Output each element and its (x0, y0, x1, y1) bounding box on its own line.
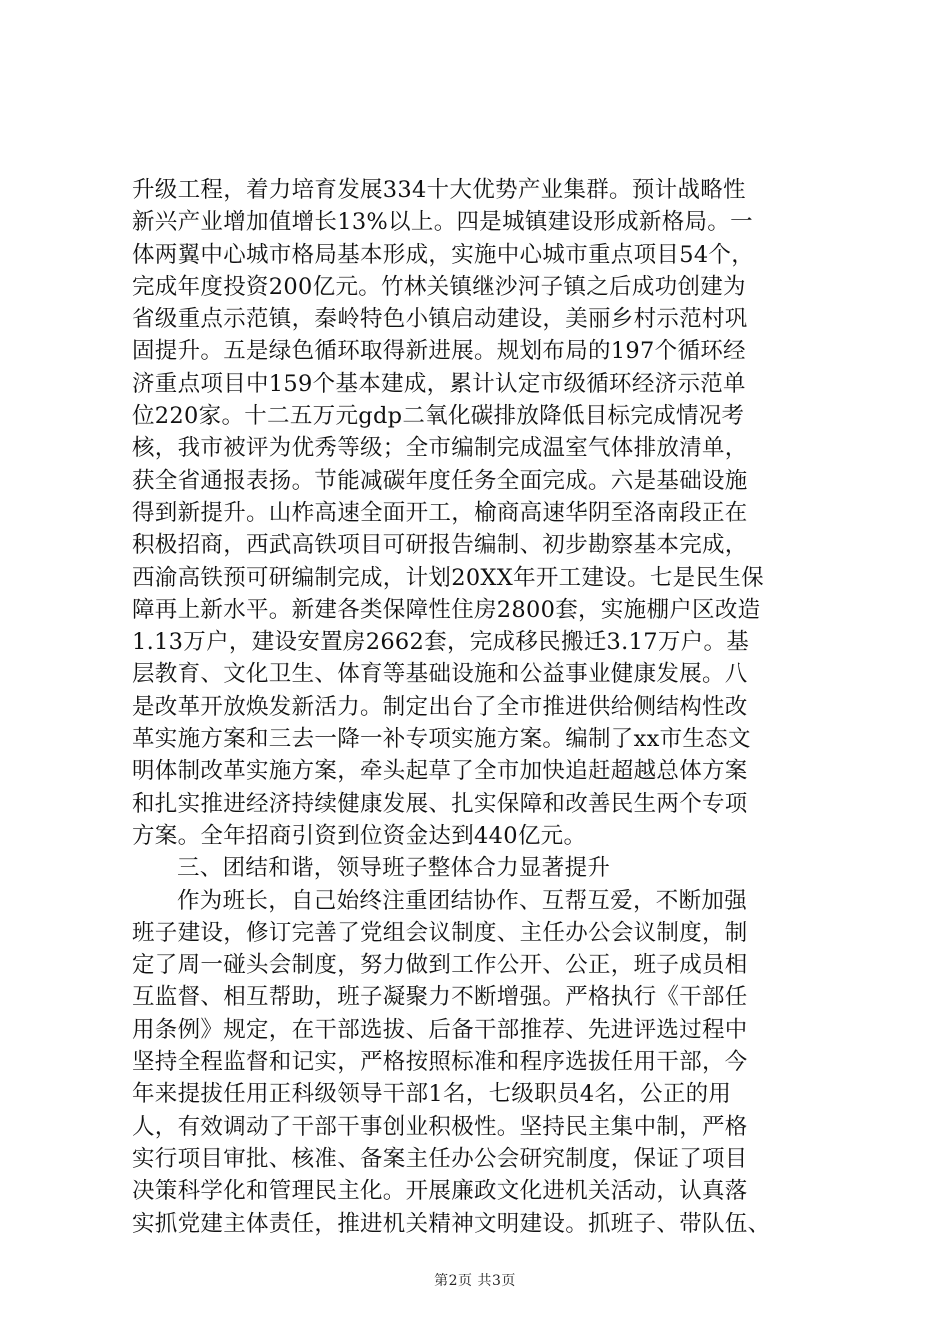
text-line: 决策科学化和管理民主化。开展廉政文化进机关活动，认真落 (132, 1178, 748, 1205)
text-line: 层教育、文化卫生、体育等基础设施和公益事业健康发展。八 (132, 661, 748, 688)
text-line: 和扎实推进经济持续健康发展、扎实保障和改善民生两个专项 (132, 790, 748, 817)
page-number-footer: 第2页 共3页 (434, 1273, 516, 1289)
text-line: 积极招商，西武高铁项目可研报告编制、初步勘察基本完成， (132, 532, 748, 559)
text-line: 济重点项目中159个基本建成，累计认定市级循环经济示范单 (132, 370, 746, 397)
text-line: 升级工程，着力培育发展334十大优势产业集群。预计战略性 (132, 177, 746, 203)
text-line: 实抓党建主体责任，推进机关精神文明建设。抓班子、带队伍、 (132, 1210, 771, 1237)
text-line: 坚持全程监督和记实，严格按照标准和程序选拔任用干部，今 (132, 1049, 748, 1076)
text-line: 革实施方案和三去一降一补专项实施方案。编制了xx市生态文 (132, 726, 751, 753)
section-heading: 三、团结和谐，领导班子整体合力显著提升 (177, 855, 611, 882)
text-line: 人，有效调动了干部干事创业积极性。坚持民主集中制，严格 (132, 1113, 748, 1140)
text-line: 西渝高铁预可研编制完成，计划20XX年开工建设。七是民生保 (132, 564, 764, 591)
text-line: 障再上新水平。新建各类保障性住房2800套，实施棚户区改造 (132, 596, 761, 623)
text-line: 互监督、相互帮助，班子凝聚力不断增强。严格执行《干部任 (132, 984, 748, 1011)
text-line: 实行项目审批、核准、备案主任办公会研究制度，保证了项目 (132, 1145, 748, 1172)
text-line: 1.13万户，建设安置房2662套，完成移民搬迁3.17万户。基 (132, 629, 750, 656)
text-line: 新兴产业增加值增长13%以上。四是城镇建设形成新格局。一 (132, 209, 753, 236)
paragraph-first-line: 作为班长，自己始终注重团结协作、互帮互爱，不断加强 (177, 887, 748, 914)
paragraph-end-line: 方案。全年招商引资到位资金达到440亿元。 (132, 822, 587, 849)
text-line: 用条例》规定，在干部选拔、后备干部推荐、先进评选过程中 (132, 1016, 748, 1043)
text-line: 核，我市被评为优秀等级；全市编制完成温室气体排放清单， (132, 435, 748, 462)
text-line: 完成年度投资200亿元。竹林关镇继沙河子镇之后成功创建为 (132, 273, 746, 300)
text-line: 是改革开放焕发新活力。制定出台了全市推进供给侧结构性改 (132, 693, 748, 720)
text-line: 固提升。五是绿色循环取得新进展。规划布局的197个循环经 (132, 338, 746, 365)
text-line: 年来提拔任用正科级领导干部1名，七级职员4名，公正的用 (132, 1081, 732, 1108)
text-line: 得到新提升。山柞高速全面开工，榆商高速华阴至洛南段正在 (132, 499, 748, 526)
text-line: 班子建设，修订完善了党组会议制度、主任办公会议制度，制 (132, 919, 748, 946)
text-line: 获全省通报表扬。节能减碳年度任务全面完成。六是基础设施 (132, 467, 748, 494)
text-line: 省级重点示范镇，秦岭特色小镇启动建设，美丽乡村示范村巩 (132, 306, 748, 333)
text-line: 明体制改革实施方案，牵头起草了全市加快追赶超越总体方案 (132, 758, 748, 785)
body-text (132, 174, 846, 1240)
text-line: 体两翼中心城市格局基本形成，实施中心城市重点项目54个， (132, 241, 755, 268)
text-line: 位220家。十二五万元gdp二氧化碳排放降低目标完成情况考 (132, 403, 745, 430)
text-line: 定了周一碰头会制度，努力做到工作公开、公正，班子成员相 (132, 952, 748, 979)
